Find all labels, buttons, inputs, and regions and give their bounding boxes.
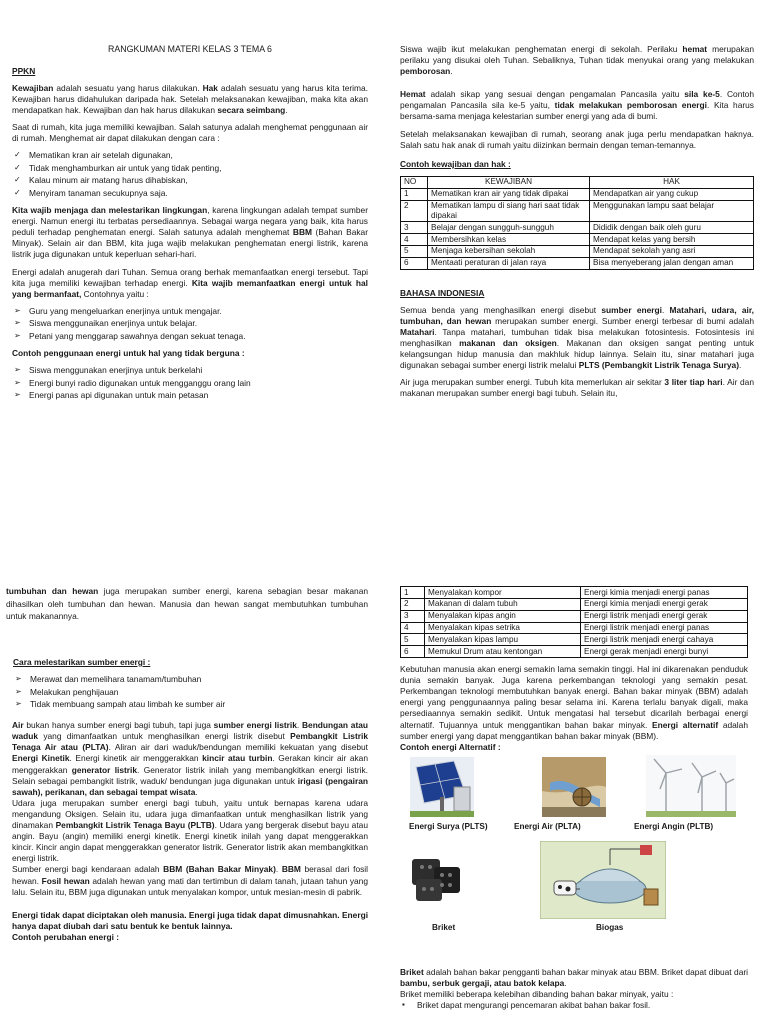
arrow-bullet-icon: ➢ (14, 330, 21, 340)
ppkn-heading: PPKN (12, 65, 36, 76)
list-item: ➢ Energi panas api digunakan untuk main petasan (14, 390, 209, 401)
cara-heading: Cara melestarikan sumber energi : (13, 656, 151, 667)
alternatif-heading: Contoh energi Alternatif : (400, 741, 501, 752)
lingkungan-paragraph: Kita wajib menjaga dan melestarikan lingkungan, karena lingkungan adalah tempat sumber energi. Namun energi itu terbatas persediaannya. Sebagai warga negara yang baik, kita harus peduli terhadap penghematan energi. Salah satunya adalah menghemat BBM (Bahan Bakar Minyak). Selain air dan BBM, kita juga wajib melakukan penghematan energi listrik, karena listrik juga digunakan untuk keperluan sehari-hari. (12, 205, 368, 260)
kewajiban-paragraph: Kewajiban adalah sesuatu yang harus dilakukan. Hak adalah sesuatu yang harus kita terima. Kewajiban harus didahulukan daripada hak. Setelah melaksanakan kewajiban, maka kita akan mendapatkan hak. Kewajiban dan hak harus dilakukan secara seimbang. (12, 82, 368, 115)
check-icon: ✓ (14, 187, 21, 197)
list-item: ➢ Siswa menggunakan enerjinya untuk berkelahi (14, 365, 203, 376)
list-item: ✓ Menyiram tanaman secukupnya saja. (14, 187, 168, 198)
list-item: ✓ Mematikan kran air setelah digunakan, (14, 150, 173, 161)
table-row: 1 Menyalakan kompor Energi kimia menjadi energi panas (401, 587, 748, 599)
arrow-bullet-icon: ➢ (15, 673, 22, 683)
list-item: ➢ Tidak membuang sampah atau limbah ke sumber air (15, 699, 226, 710)
table-row: 2 Makanan di dalam tubuh Energi kimia menjadi energi gerak (401, 598, 748, 610)
table-row: 4 Menyalakan kipas setrika Energi listrik menjadi energi panas (401, 622, 748, 634)
table-header-row: NO KEWAJIBAN HAK (401, 176, 754, 188)
sumber-energi-paragraph: Semua benda yang menghasilkan energi disebut sumber energi. Matahari, udara, air, tumbuhan, dan hewan merupakan sumber energi. Sumber energi terbesar di bumi adalah Matahari. Tanpa matahari, tumbuhan tidak bisa melakukan fotosintesis. Fotosintesis ini menghasilkan makanan dan oksigen. Makanan dan oksigen sangat penting untuk kelangsungan hidup manusia dan makhluk hidup lainnya. Selain itu, sinar matahari juga digunakan sebagai sumber energi listrik melalui PLTS (Pembangkit Listrik Tenaga Surya). (400, 304, 754, 371)
wind-turbine-image (646, 755, 736, 817)
table-row: 3 Menyalakan kipas angin Energi listrik menjadi energi gerak (401, 610, 748, 622)
list-item: ➢ Melakukan penghijauan (15, 686, 119, 697)
briket-kelebihan-list (400, 1000, 748, 1011)
arrow-bullet-icon: ➢ (14, 390, 21, 400)
alternative-energy-pictures (400, 753, 748, 951)
hak-anak-paragraph: Setelah melaksanakan kewajiban di rumah, seorang anak juga perlu mendapatkan haknya. Salah satu hak anak di rumah yaitu diizinkan bermain dengan teman-temannya. (400, 128, 754, 150)
caption-briket: Briket (432, 922, 456, 932)
energi-anugerah-paragraph: Energi adalah anugerah dari Tuhan. Semua orang berhak memanfaatkan energi tersebut. Tapi kita juga memiliki kewajiban terhadap energi. Kita wajib memanfaatkan energi untuk hal yang bermanfaat, Contohnya yaitu : (12, 266, 368, 299)
list-item: ➢ Merawat dan memelihara tanamam/tumbuhan (15, 673, 202, 684)
table-row: 4 Membersihkan kelas Mendapat kelas yang bersih (401, 234, 754, 246)
check-icon: ✓ (14, 162, 21, 172)
list-item: ✓ Kalau minum air matang harus dihabiskan, (14, 175, 188, 186)
table-row: 1 Mematikan kran air yang tidak dipakai Mendapatkan air yang cukup (401, 188, 754, 200)
page-title: RANGKUMAN MATERI KELAS 3 TEMA 6 (108, 44, 272, 54)
arrow-bullet-icon: ➢ (14, 318, 21, 328)
list-item: ➢ Siswa menggunaikan enerjinya untuk belajar. (14, 318, 198, 329)
arrow-bullet-icon: ➢ (14, 377, 21, 387)
page1-right-column (400, 44, 754, 405)
table-row: 3 Belajar dengan sungguh-sungguh Dididik dengan baik oleh guru (401, 222, 754, 234)
list-item: ➢ Petani yang menggarap sawahnya dengan sekuat tenaga. (14, 330, 246, 341)
page2-left-column (6, 585, 368, 943)
water-dam-image (542, 757, 606, 817)
hukum-energi-paragraph: Energi tidak dapat diciptakan oleh manusia. Energi juga tidak dapat dimusnahkan. Energi hanya dapat diubah dari satu bentuk ke bentuk lainnya. (12, 909, 369, 931)
bbm-paragraph: Sumber energi bagi kendaraan adalah BBM (Bahan Bakar Minyak). BBM berasal dari fosil hewan. Fosil hewan adalah hewan yang mati dan tertimbun di dalam tanah, jutaan tahun yang lalu. Selain itu, BBM juga digunakan untuk menyalakan kompor, untuk mesian-mesin di pabrik. (12, 864, 369, 897)
caption-energi-surya: Energi Surya (PLTS) (409, 821, 488, 831)
arrow-bullet-icon: ➢ (14, 365, 21, 375)
perubahan-energi-heading: Contoh perubahan energi : (12, 931, 120, 942)
briket-paragraph: Briket adalah bahan bakar pengganti bahan bakar minyak atau BBM. Briket dapat dibuat dari bambu, serbuk gergaji, atau batok kelapa. (400, 966, 748, 988)
table-heading: Contoh kewajiban dan hak : (400, 158, 511, 169)
perubahan-energi-table (400, 586, 748, 658)
table-row: 6 Mentaati peraturan di jalan raya Bisa menyeberang jalan dengan aman (401, 257, 754, 269)
caption-energi-air: Energi Air (PLTA) (514, 821, 581, 831)
cara-list (13, 674, 368, 710)
hemat-air-paragraph: Saat di rumah, kita juga memiliki kewajiban. Salah satunya adalah menghemat penggunaan air di rumah. Menghemat air dapat dilakukan dengan cara : (12, 121, 368, 144)
biogas-diagram-image (540, 841, 666, 919)
arrow-bullet-icon: ➢ (15, 699, 22, 709)
good-use-list (12, 306, 368, 342)
table-row: 2 Mematikan lampu di siang hari saat tidak dipakai Menggunakan lampu saat belajar (401, 200, 754, 222)
arrow-bullet-icon: ➢ (14, 305, 21, 315)
hemat-sekolah-paragraph: Siswa wajib ikut melakukan penghematan energi di sekolah. Perilaku hemat merupakan perilaku yang disukai oleh Tuhan. Sebaliknya, Tuhan tidak menyukai orang yang melakukan pemborosan. (400, 44, 754, 77)
check-icon: ✓ (14, 175, 21, 185)
list-item: ➢ Energi bunyi radio digunakan untuk mengganggu orang lain (14, 377, 251, 388)
air-listrik-paragraph: Air bukan hanya sumber energi bagi tubuh, tapi juga sumber energi listrik. Bendungan atau waduk yang dimanfaatkan untuk menghasilkan energi listrik disebut Pembangkit Listrik Tenaga Air atau (PLTA). Aliran air dari waduk/bendungan memiliki kekuatan yang disebut Energi Kinetik. Energi kinetik air menggerakkan kincir atau turbin. Gerakan kincir air akan menggerakkan generator listrik. Generator listrik inilah yang membangkitkan energi listrik. Selain sebagai pembangkit listrik, waduk/ bendungan juga digunakan untuk irigasi (pengairan sawah), perikanan, dan sebagai tempat wisata. (12, 720, 369, 797)
hemat-air-list (12, 150, 368, 199)
caption-biogas: Biogas (596, 922, 624, 932)
briket-kelebihan-paragraph: Briket memiliki beberapa kelebihan dibanding bahan bakar minyak, yaitu : (400, 989, 674, 999)
list-item: ▪ Briket dapat mengurangi pencemaran akibat bahan bakar fosil. (402, 1000, 651, 1011)
kewajiban-hak-table (400, 176, 754, 270)
caption-energi-angin: Energi Angin (PLTB) (634, 821, 714, 831)
page2-right-column (400, 586, 748, 1013)
bad-use-heading: Contoh penggunaan energi untuk hal yang tidak berguna : (12, 348, 245, 359)
list-item: ✓ Tidak menghamburkan air untuk yang tidak penting, (14, 162, 222, 173)
check-icon: ✓ (14, 150, 21, 160)
energi-paragraph-group (12, 720, 368, 943)
briquette-image (408, 849, 468, 905)
tumbuhan-hewan-paragraph: tumbuhan dan hewan juga merupakan sumber energi, karena sebagian besar makanan dihasilkan oleh tumbuhan dan hewan. Manusia dan hewan sangat membutuhkan tumbuhan untuk makanannya. (6, 586, 369, 622)
bahasa-indonesia-heading: BAHASA INDONESIA (400, 287, 485, 298)
solar-panel-image (410, 757, 474, 817)
square-bullet-icon: ▪ (402, 1000, 405, 1010)
arrow-bullet-icon: ➢ (15, 686, 22, 696)
list-item: ➢ Guru yang mengeluarkan enerjinya untuk mengajar. (14, 305, 222, 316)
udara-paragraph: Udara juga merupakan sumber energi bagi tubuh, yaitu untuk bernapas karena udara mengandung Oksigen. Selain itu, udara juga dimanfaatkan untuk menghasilkan listrik yang dinamakan Pembangkit Listrik Tenaga Bayu (PLTB). Udara yang bergerak disebut bayu atau angin. Bayu (angin) memiliki energi kinetik. Energi kinetik inilah yang dapat menggerakkan kincir. Kincir angin dapat menggerakkan generator listrik. Generator listrik akan membangkitkan energi listrik. (12, 797, 368, 864)
bad-use-list (12, 365, 368, 401)
energi-alternatif-paragraph: Kebutuhan manusia akan energi semakin lama semakin tinggi. Hal ini dikarenakan penduduk dunia semakin banyak. Juga karena perkembangan teknologi yang semakin pesat. Perkembangan teknologi membutuhkan banyak energi. Bahan bakar minyak (BBM) adalah energi yang penggunaannya paling besar selama ini. Karena terlalu banyak digali, maka persediaannya semakin sedikit. Untuk mengatasi hal tersebut dicarilah berbagai energi alternatif. Tujuannya untuk menggantikan bahan bakar minyak. Energi alternatif adalah sumber energi yang dapat menggantikan bahan bakar minyak (BBM). (400, 664, 748, 741)
page1-left-column (12, 44, 368, 407)
air-energi-paragraph: Air juga merupakan sumber energi. Tubuh kita memerlukan air sekitar 3 liter tiap hari. Air dan makanan merupakan sumber energi bagi tubuh. Selain itu, (400, 377, 754, 399)
table-row: 6 Memukul Drum atau kentongan Energi gerak menjadi energi bunyi (401, 646, 748, 658)
table-row: 5 Menyalakan kipas lampu Energi listrik menjadi energi cahaya (401, 634, 748, 646)
table-row: 5 Menjaga kebersihan sekolah Mendapat sekolah yang asri (401, 245, 754, 257)
hemat-pancasila-paragraph: Hemat adalah sikap yang sesuai dengan pengamalan Pancasila yaitu sila ke-5. Contoh pengamalan Pancasila sila ke-5 yaitu, tidak melakukan pemborosan energi. Kita harus bersama-sama menjaga kelestarian sumber energi yang ada di bumi. (400, 89, 754, 122)
